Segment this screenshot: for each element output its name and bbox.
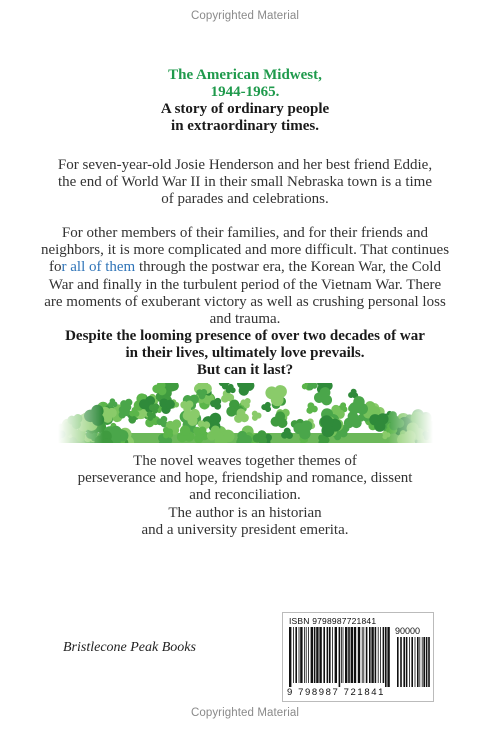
heading-line-2: 1944-1965. — [210, 84, 280, 100]
heading-line-3: A story of ordinary people — [160, 101, 330, 117]
bold-paragraph-line-1: Despite the looming presence of over two decades of war — [65, 328, 425, 344]
paragraph-2-before: For other members of their families, and for their friends and neighbors, it is more complicated and more difficult. That continues fo — [40, 225, 450, 276]
paragraph-2-highlight: r all of them — [61, 259, 136, 276]
paragraph-3-line-5: and a university president emerita. — [141, 521, 349, 538]
heading-line-4: in extraordinary times. — [171, 118, 319, 134]
paragraph-2-after: through the postwar era, the Korean War, the Cold War and finally in the turbulent period of the Vietnam War. There are moments of exuberant victory as well as crushing personal loss and trauma. — [44, 259, 446, 328]
barcode-bars — [287, 627, 431, 687]
clover-decoration-image — [58, 383, 433, 443]
paragraph-3 — [40, 453, 450, 539]
isbn-label: ISBN 9798987721841 — [289, 616, 377, 626]
heading — [0, 67, 490, 135]
paragraph-3-line-1: The novel weaves together themes of — [133, 453, 357, 469]
bold-paragraph-line-3: But can it last? — [196, 362, 294, 378]
paragraph-3-line-2: perseverance and hope, friendship and romance, dissent — [77, 470, 413, 487]
barcode-digits: 9 798987 721841 — [287, 687, 385, 698]
bold-paragraph — [45, 328, 445, 379]
price-code: 90000 — [395, 626, 421, 636]
heading-line-1: The American Midwest, — [168, 67, 322, 83]
publisher-name: Bristlecone Peak Books — [63, 640, 196, 655]
paragraph-3-line-4: The author is an historian — [168, 504, 322, 521]
bold-paragraph-line-2: in their lives, ultimately love prevails. — [125, 345, 365, 361]
paragraph-3-line-3: and reconciliation. — [189, 487, 301, 504]
copyright-watermark-bottom: Copyrighted Material — [190, 707, 300, 719]
paragraph-2 — [40, 225, 450, 328]
paragraph-1: For seven-year-old Josie Henderson and her best friend Eddie, the end of World War II in their small Nebraska town is a time of parades and celebrations. — [57, 157, 433, 208]
isbn-barcode — [282, 612, 434, 702]
copyright-watermark-top: Copyrighted Material — [190, 10, 300, 22]
